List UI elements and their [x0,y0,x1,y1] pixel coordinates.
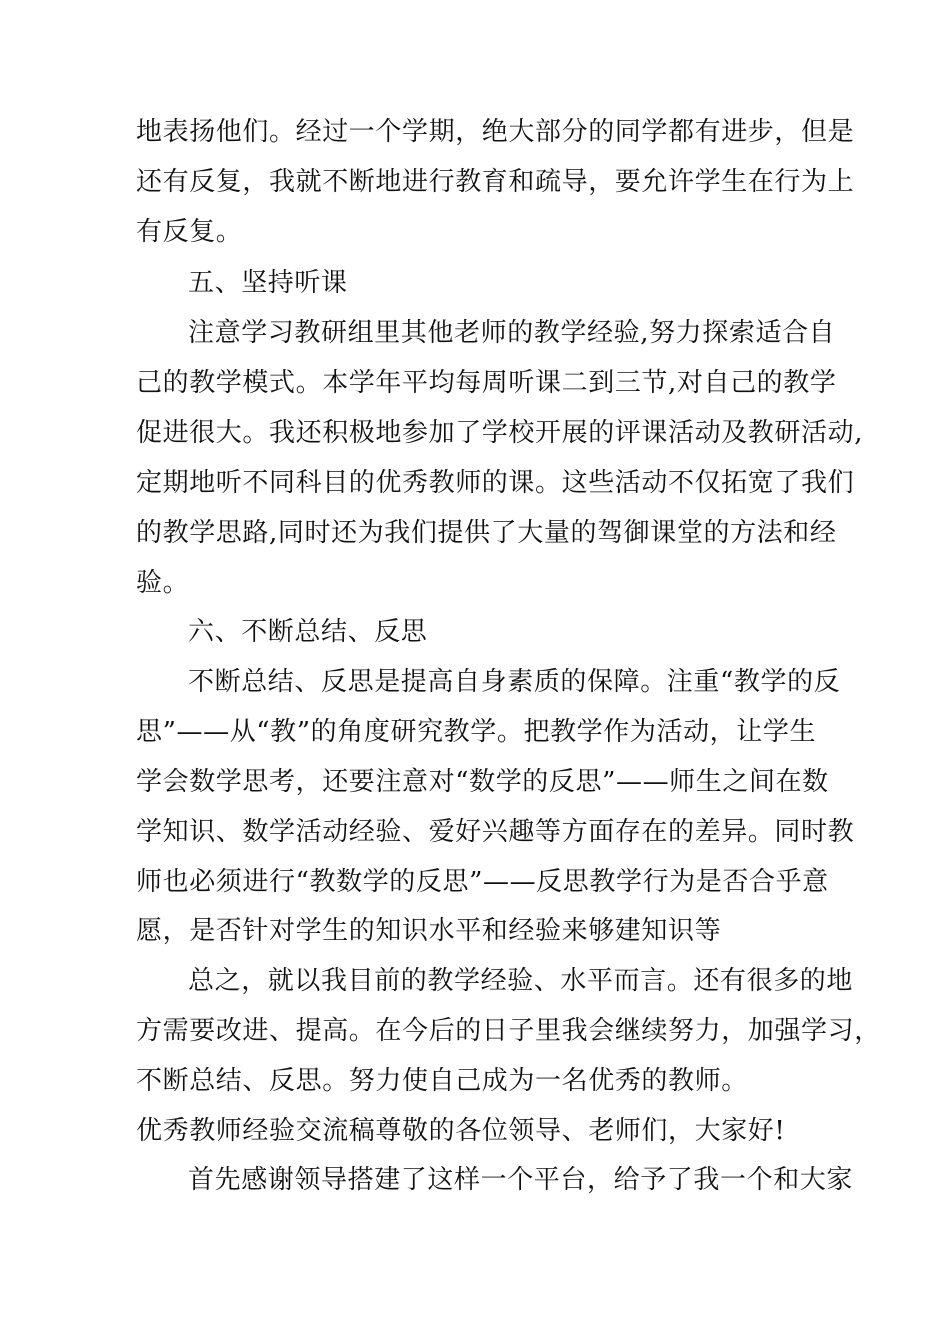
paragraph-line: 方需要改进、提高。在今后的日子里我会继续努力，加强学习， [136,1016,881,1046]
paragraph-line: 还有反复，我就不断地进行教育和疏导，要允许学生在行为上 [136,167,855,197]
paragraph-line: 不断总结、反思。努力使自己成为一名优秀的教师。 [136,1066,748,1096]
document-title: 优秀教师经验交流稿尊敬的各位领导、老师们，大家好! [136,1116,786,1146]
paragraph-line: 思”——从“教”的角度研究教学。把教学作为活动，让学生 [136,717,817,747]
paragraph-line: 注意学习教研组里其他老师的教学经验,努力探索适合自 [188,318,836,348]
paragraph-line: 不断总结、反思是提高自身素质的保障。注重“教学的反 [188,667,841,697]
paragraph-line: 地表扬他们。经过一个学期，绝大部分的同学都有进步，但是 [136,117,855,147]
paragraph-line: 学知识、数学活动经验、爱好兴趣等方面存在的差异。同时教 [136,817,855,847]
paragraph-line: 有反复。 [136,217,243,247]
paragraph-line: 愿，是否针对学生的知识水平和经验来够建知识等 [136,916,722,946]
paragraph-line: 验。 [136,568,190,598]
paragraph-line: 促进很大。我还积极地参加了学校开展的评课活动及教研活动, [136,418,864,448]
paragraph-line: 学会数学思考，还要注意对“数学的反思”——师生之间在数 [136,767,829,797]
paragraph-line: 己的教学模式。本学年平均每周听课二到三节,对自己的教学 [136,368,837,398]
section-heading: 五、坚持听课 [188,268,348,298]
section-heading: 六、不断总结、反思 [188,617,428,647]
paragraph-line: 师也必须进行“教数学的反思”——反思教学行为是否合乎意 [136,867,829,897]
paragraph-line: 定期地听不同科目的优秀教师的课。这些活动不仅拓宽了我们 [136,468,855,498]
paragraph-line: 首先感谢领导搭建了这样一个平台，给予了我一个和大家 [188,1165,854,1195]
paragraph-line: 总之，就以我目前的教学经验、水平而言。还有很多的地 [188,966,854,996]
paragraph-line: 的教学思路,同时还为我们提供了大量的驾御课堂的方法和经 [136,518,837,548]
